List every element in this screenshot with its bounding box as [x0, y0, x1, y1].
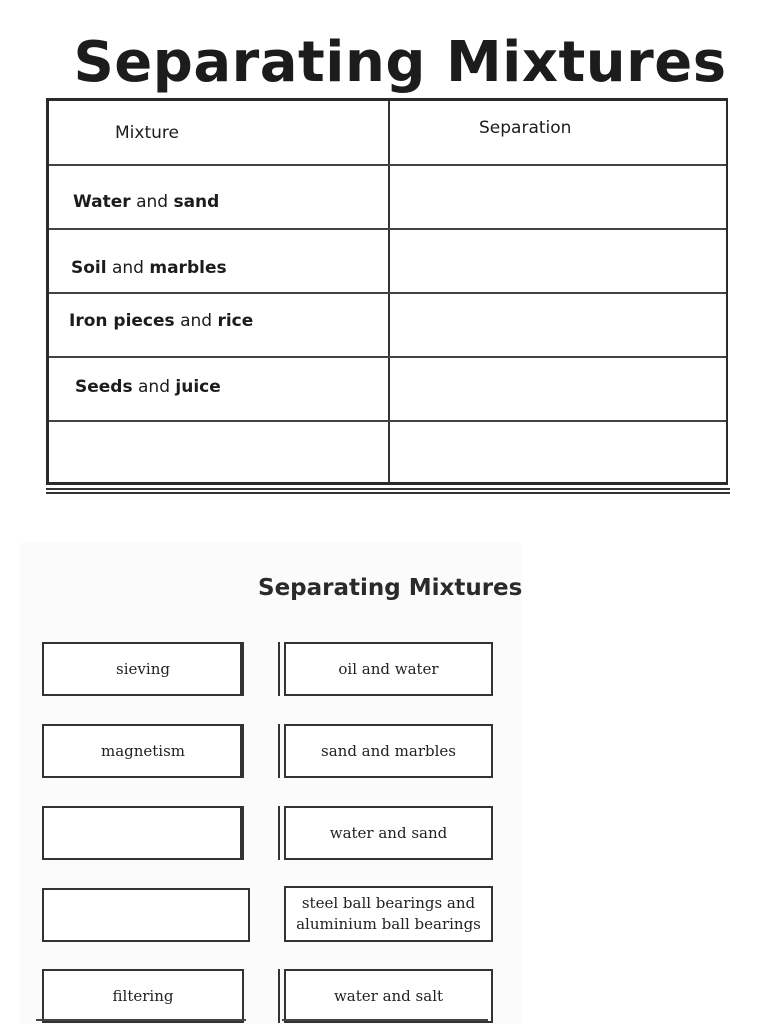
cut-line: [282, 1019, 488, 1021]
row-divider: [49, 164, 726, 166]
header-mixture: Mixture: [115, 123, 179, 143]
cut-mark: [278, 806, 280, 860]
table-row-mixture: Iron pieces and rice: [69, 311, 254, 331]
table-row-mixture: Water and sand: [73, 192, 220, 212]
mixture-card: water and sand: [284, 806, 493, 860]
method-card: filtering: [42, 969, 244, 1023]
row-divider: [49, 420, 726, 422]
cut-line: [36, 1019, 246, 1021]
table-row-mixture: Seeds and juice: [75, 377, 221, 397]
mixtures-table: [46, 98, 728, 485]
row-divider: [49, 228, 726, 230]
page-title: Separating Mixtures: [73, 30, 727, 95]
method-card: [42, 888, 250, 942]
mixture-card: steel ball bearings and aluminium ball bearings: [284, 886, 493, 942]
cards-panel: [20, 543, 522, 1024]
method-card: [42, 806, 244, 860]
cut-mark: [240, 724, 242, 778]
method-card: magnetism: [42, 724, 244, 778]
mixture-card: oil and water: [284, 642, 493, 696]
header-separation: Separation: [479, 118, 572, 138]
cut-mark: [278, 724, 280, 778]
cut-mark: [278, 969, 280, 1023]
cut-mark: [240, 806, 242, 860]
cut-mark: [278, 642, 280, 696]
row-divider: [49, 356, 726, 358]
row-divider: [49, 292, 726, 294]
mixture-card: water and salt: [284, 969, 493, 1023]
table-underline: [46, 492, 730, 494]
table-underline: [46, 488, 730, 490]
cards-title: Separating Mixtures: [258, 575, 523, 601]
cut-mark: [240, 642, 242, 696]
table-row-mixture: Soil and marbles: [71, 258, 227, 278]
mixture-card: sand and marbles: [284, 724, 493, 778]
method-card: sieving: [42, 642, 244, 696]
